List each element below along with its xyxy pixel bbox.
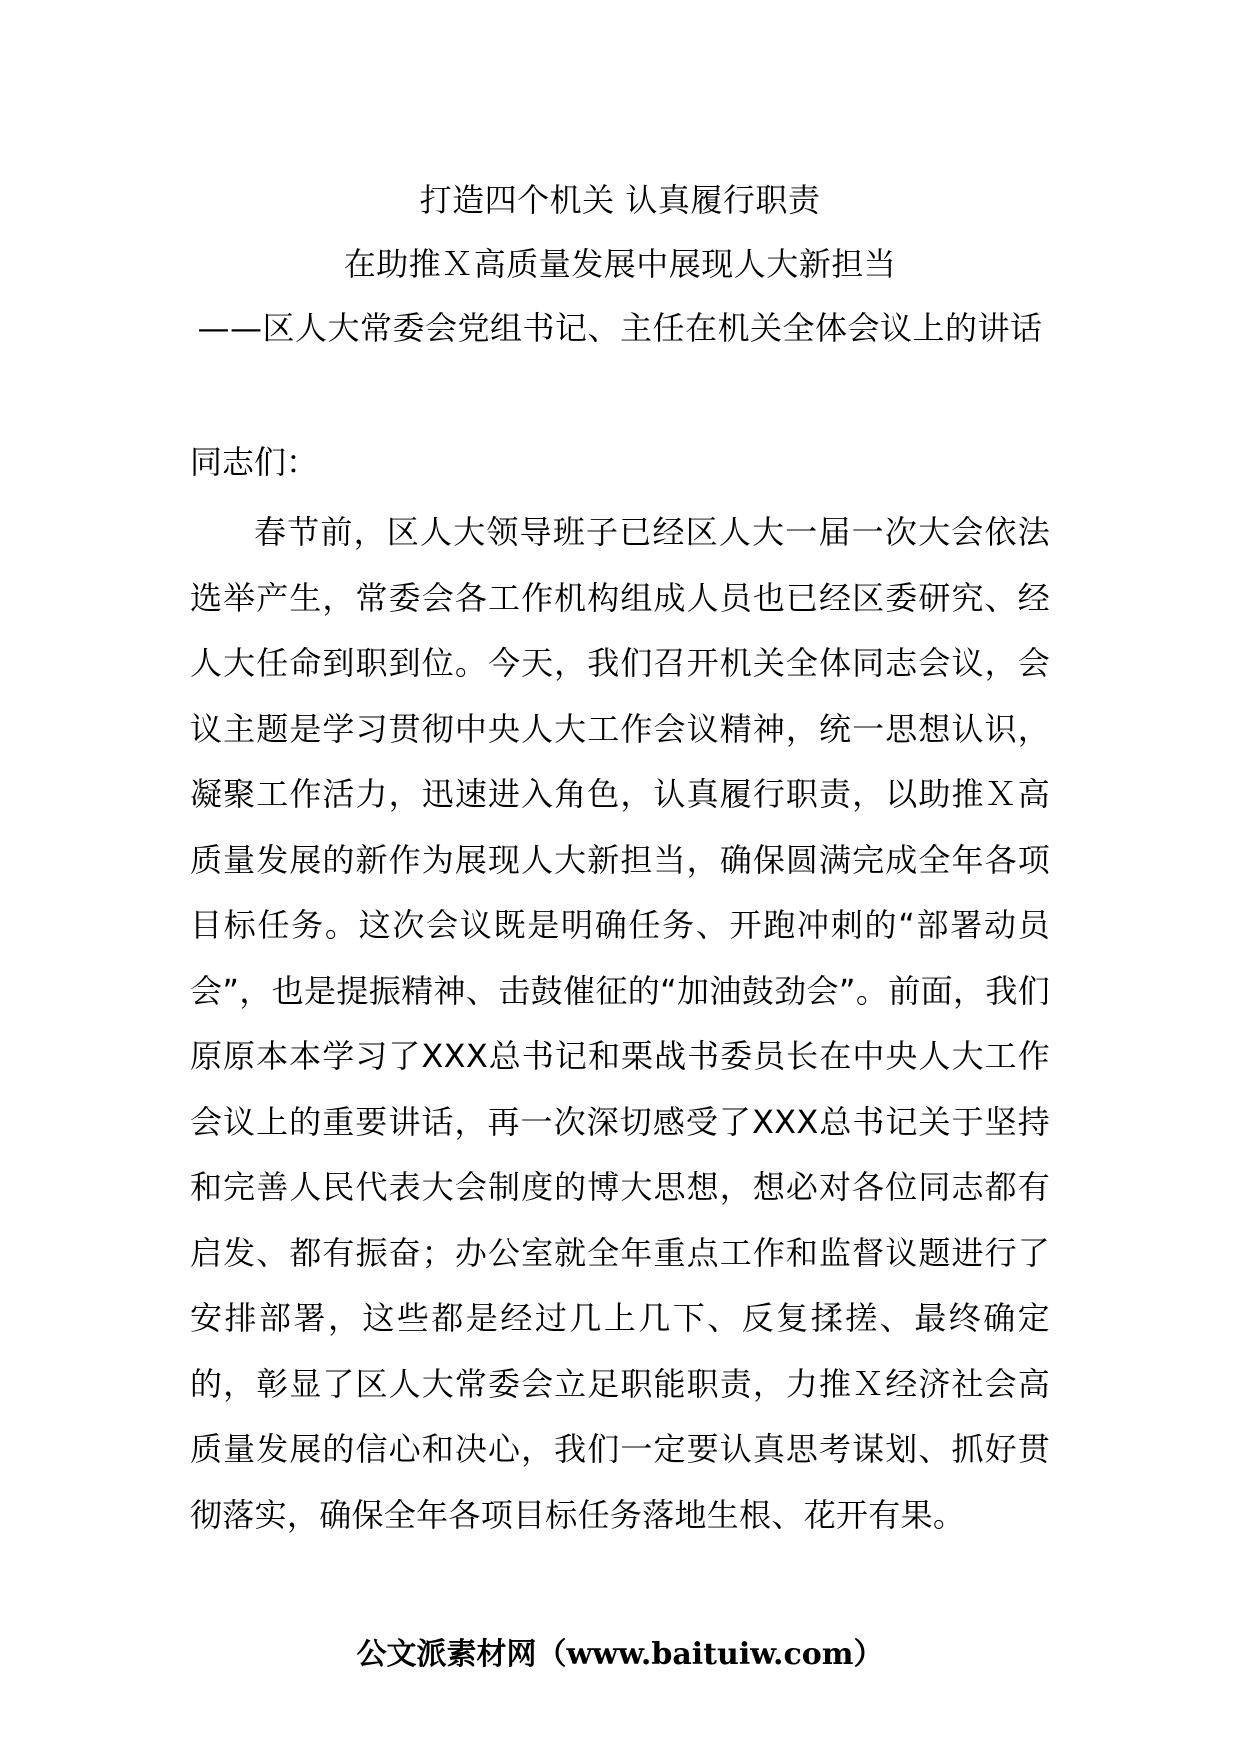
- title-block: [190, 168, 1050, 360]
- salutation: 同志们：: [190, 443, 319, 481]
- document-subtitle: ——区人大常委会党组书记、主任在机关全体会议上的讲话: [197, 309, 1043, 347]
- footer-watermark: 公文派素材网（www.baituiw.com）: [356, 1637, 884, 1672]
- paragraph-1: 春节前，区人大领导班子已经区人大一届一次大会依法选举产生，常委会各工作机构组成人员也已经区委研究、经人大任命到职到位。今天，我们召开机关全体同志会议，会议主题是学习贯彻中央人大工作会议精神，统一思想认识，凝聚工作活力，迅速进入角色，认真履行职责，以助推Ｘ高质量发展的新作为展现人大新担当，确保圆满完成全年各项目标任务。这次会议既是明确任务、开跑冲刺的“部署动员会”，也是提振精神、击鼓催征的“加油鼓劲会”。前面，我们原原本本学习了XXX总书记和栗战书委员长在中央人大工作会议上的重要讲话，再一次深切感受了XXX总书记关于坚持和完善人民代表大会制度的博大思想，想必对各位同志都有启发、都有振奋；办公室就全年重点工作和监督议题进行了安排部署，这些都是经过几上几下、反复揉搓、最终确定的，彰显了区人大常委会立足职能职责，力推Ｘ经济社会高质量发展的信心和决心，我们一定要认真思考谋划、抓好贯彻落实，确保全年各项目标任务落地生根、花开有果。: [190, 513, 1050, 1534]
- document-title-line-2: 在助推Ｘ高质量发展中展现人大新担当: [343, 245, 897, 283]
- document-body: [190, 430, 1050, 1548]
- document-title-line-1: 打造四个机关 认真履行职责: [419, 181, 821, 219]
